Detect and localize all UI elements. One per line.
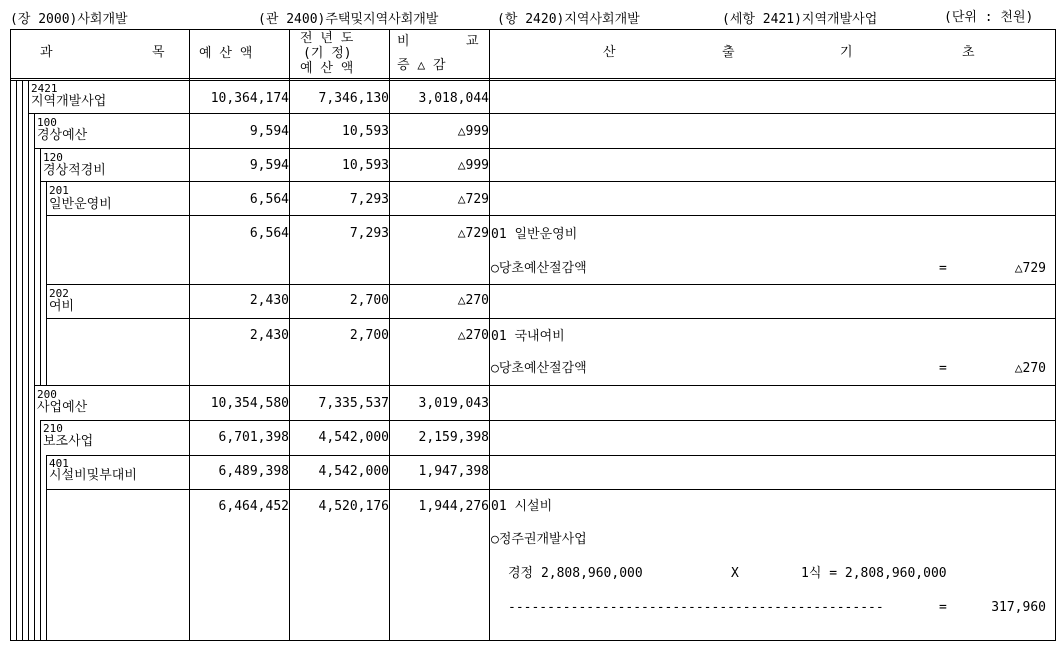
basis-value: △729 — [1014, 261, 1046, 276]
col-border-basis — [489, 29, 490, 641]
header-gwan: (관 2400)주택및지역사회개발 — [258, 12, 439, 27]
header-hang: (항 2420)지역사회개발 — [497, 12, 640, 27]
row-code: 210 — [43, 422, 63, 435]
row-prev: 4,542,000 — [318, 464, 389, 479]
basis-value: 317,960 — [991, 600, 1046, 615]
row-diff: 3,019,043 — [418, 396, 489, 411]
basis-title: 01 시설비 — [491, 499, 553, 514]
col-border-prev — [289, 29, 290, 641]
row-budget: 2,430 — [249, 328, 289, 343]
row-prev: 7,293 — [349, 226, 389, 241]
row-diff: 3,018,044 — [418, 91, 489, 106]
row-separator — [46, 455, 1056, 456]
row-prev: 7,335,537 — [318, 396, 389, 411]
row-name: 지역개발사업 — [31, 94, 107, 109]
row-prev: 7,293 — [349, 192, 389, 207]
col-header-subject-b: 목 — [152, 45, 165, 60]
row-name: 일반운영비 — [49, 197, 112, 212]
row-budget: 2,430 — [249, 293, 289, 308]
table-bottom-border — [10, 640, 1056, 641]
basis-item: ○당초예산절감액 — [491, 361, 587, 376]
basis-equals: = — [939, 361, 947, 376]
row-name: 보조사업 — [43, 434, 94, 449]
col-border-left — [10, 29, 11, 641]
col-header-compare-2: 증 △ 감 — [397, 58, 446, 73]
indent-line-4 — [34, 113, 35, 641]
row-code: 2421 — [31, 82, 58, 95]
col-header-prev-1: 전 년 도 — [300, 31, 354, 46]
row-budget: 6,564 — [249, 192, 289, 207]
header-bottom-rule-double — [10, 80, 1056, 81]
header-bottom-rule — [10, 78, 1056, 79]
row-code: 100 — [37, 116, 57, 129]
indent-line-1 — [16, 80, 17, 641]
col-header-basis-3: 기 — [840, 45, 853, 60]
row-diff: △729 — [457, 192, 489, 207]
row-diff: 1,944,276 — [418, 499, 489, 514]
col-header-compare-b: 교 — [466, 34, 479, 49]
basis-title: 01 국내여비 — [491, 329, 565, 344]
basis-equals: = — [939, 600, 947, 615]
row-name: 사업예산 — [37, 400, 88, 415]
row-prev: 4,542,000 — [318, 430, 389, 445]
basis-dash-line: ------------------------------------------------ — [508, 600, 884, 615]
row-separator — [28, 113, 1056, 114]
row-separator — [40, 181, 1056, 182]
row-name: 시설비및부대비 — [49, 468, 137, 483]
row-prev: 10,593 — [342, 158, 389, 173]
row-budget: 9,594 — [249, 158, 289, 173]
table-top-border — [10, 29, 1056, 30]
col-header-compare-a: 비 — [397, 34, 410, 49]
col-border-right — [1055, 29, 1056, 641]
row-code: 202 — [49, 287, 69, 300]
basis-calc-b: 1식 = 2,808,960,000 — [801, 566, 947, 581]
col-border-diff — [389, 29, 390, 641]
row-budget: 10,354,580 — [210, 396, 289, 411]
row-prev: 7,346,130 — [318, 91, 389, 106]
row-diff: △999 — [457, 124, 489, 139]
row-budget: 9,594 — [249, 124, 289, 139]
header-jang: (장 2000)사회개발 — [10, 12, 128, 27]
row-code: 401 — [49, 457, 69, 470]
indent-line-3 — [28, 80, 29, 641]
row-code: 120 — [43, 151, 63, 164]
col-header-subject-a: 과 — [40, 45, 53, 60]
row-code: 200 — [37, 388, 57, 401]
indent-line-6a — [46, 181, 47, 385]
row-separator — [46, 318, 1056, 319]
row-diff: △729 — [457, 226, 489, 241]
row-diff: 1,947,398 — [418, 464, 489, 479]
row-diff: △999 — [457, 158, 489, 173]
basis-calc-a: 경정 2,808,960,000 — [508, 566, 643, 581]
row-prev: 2,700 — [349, 328, 389, 343]
basis-title: 01 일반운영비 — [491, 227, 578, 242]
basis-equals: = — [939, 261, 947, 276]
row-budget: 10,364,174 — [210, 91, 289, 106]
row-code: 201 — [49, 184, 69, 197]
row-prev: 10,593 — [342, 124, 389, 139]
basis-item: ○당초예산절감액 — [491, 261, 587, 276]
indent-line-6b — [46, 455, 47, 641]
basis-value: △270 — [1014, 361, 1046, 376]
col-header-basis-1: 산 — [603, 45, 616, 60]
row-name: 경상적경비 — [43, 163, 106, 178]
col-border-budget — [189, 29, 190, 641]
col-header-prev-2: (기 정) — [303, 46, 352, 61]
row-separator — [46, 284, 1056, 285]
indent-line-5b — [40, 420, 41, 641]
row-separator — [46, 215, 1056, 216]
row-separator — [34, 385, 1056, 386]
basis-item: ○정주권개발사업 — [491, 532, 587, 547]
row-separator — [46, 489, 1056, 490]
basis-calc-x: X — [731, 566, 739, 581]
col-header-basis-2: 출 — [722, 45, 735, 60]
col-header-prev-3: 예 산 액 — [300, 61, 354, 76]
header-sehang: (세항 2421)지역개발사업 — [722, 12, 878, 27]
row-prev: 4,520,176 — [318, 499, 389, 514]
row-diff: 2,159,398 — [418, 430, 489, 445]
row-budget: 6,701,398 — [218, 430, 289, 445]
header-unit: (단위 : 천원) — [944, 10, 1034, 25]
row-diff: △270 — [457, 293, 489, 308]
col-header-basis-4: 초 — [962, 45, 975, 60]
indent-line-5a — [40, 148, 41, 385]
col-header-budget: 예 산 액 — [199, 46, 253, 61]
indent-line-2 — [22, 80, 23, 641]
row-separator — [40, 420, 1056, 421]
row-budget: 6,464,452 — [218, 499, 289, 514]
row-budget: 6,489,398 — [218, 464, 289, 479]
row-name: 여비 — [49, 299, 75, 314]
row-diff: △270 — [457, 328, 489, 343]
row-budget: 6,564 — [249, 226, 289, 241]
row-separator — [34, 148, 1056, 149]
row-name: 경상예산 — [37, 128, 88, 143]
row-prev: 2,700 — [349, 293, 389, 308]
